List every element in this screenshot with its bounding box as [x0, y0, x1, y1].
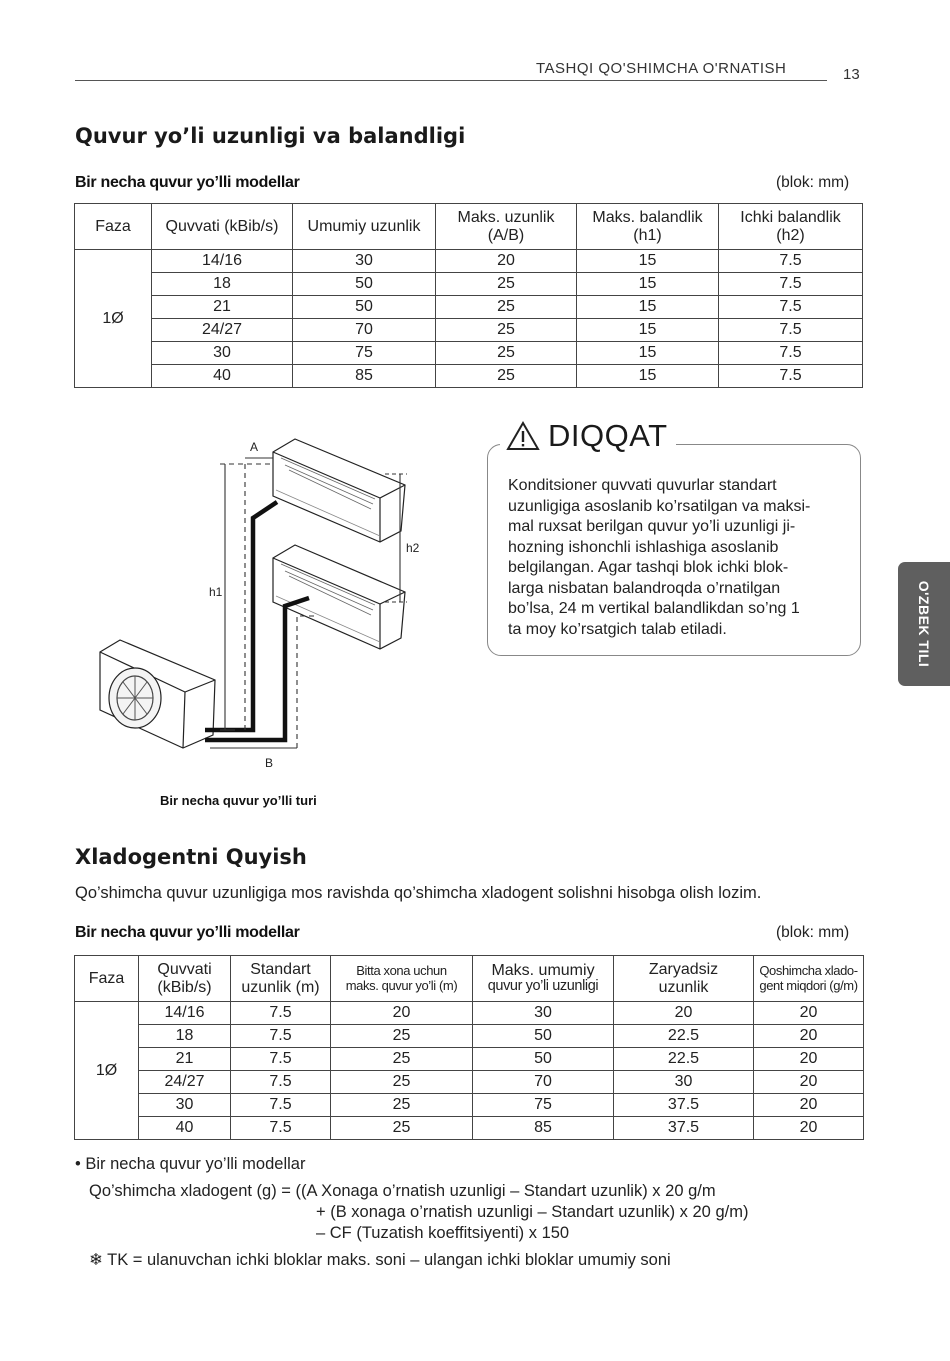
- table-cell: 20: [754, 1071, 864, 1094]
- table-cell: 7.5: [719, 342, 863, 365]
- bullet-item: • Bir necha quvur yo’lli modellar: [75, 1155, 306, 1173]
- table-cell: 25: [331, 1025, 473, 1048]
- table-cell: 20: [331, 1002, 473, 1025]
- table-cell: 25: [436, 319, 577, 342]
- table-cell: 22.5: [614, 1048, 754, 1071]
- table-cell: 14/16: [152, 250, 293, 273]
- diagram-caption: Bir necha quvur yo’lli turi: [160, 793, 317, 808]
- table-cell: 24/27: [139, 1071, 231, 1094]
- table-cell: 20: [614, 1002, 754, 1025]
- table-cell: 14/16: [139, 1002, 231, 1025]
- table-cell: 85: [473, 1117, 614, 1140]
- table-cell: 7.5: [231, 1117, 331, 1140]
- col-header: Standart uzunlik (m): [231, 956, 331, 1002]
- table-cell: 25: [436, 342, 577, 365]
- table1-unit: (blok: mm): [776, 174, 850, 191]
- col-header: Maks. balandlik (h1): [577, 204, 719, 250]
- table-cell: 7.5: [231, 1094, 331, 1117]
- faza-cell: 1Ø: [75, 250, 152, 388]
- page-number: 13: [843, 66, 860, 83]
- col-header: Faza: [75, 204, 152, 250]
- col-header: Quvvati (kBib/s): [152, 204, 293, 250]
- col-header: Maks. uzunlik (A/B): [436, 204, 577, 250]
- table-cell: 25: [436, 273, 577, 296]
- table-row: [75, 342, 863, 365]
- table-cell: 30: [473, 1002, 614, 1025]
- table-cell: 7.5: [719, 365, 863, 388]
- col-header: Bitta xona uchun maks. quvur yo’li (m): [331, 956, 473, 1002]
- table-row: [75, 1071, 864, 1094]
- table-cell: 30: [139, 1094, 231, 1117]
- pipe-length-table: [74, 203, 863, 388]
- table-cell: 18: [152, 273, 293, 296]
- table-cell: 85: [293, 365, 436, 388]
- table-row: [75, 1002, 864, 1025]
- table-header-row: [75, 204, 863, 250]
- caution-line: belgilangan. Agar tashqi blok ichki blok-: [508, 559, 789, 576]
- table-cell: 25: [331, 1048, 473, 1071]
- formula-line-1: Qo’shimcha xladogent (g) = ((A Xonaga o’rnatish uzunligi – Standart uzunlik) x 20 g/m: [89, 1182, 716, 1200]
- table-cell: 7.5: [231, 1002, 331, 1025]
- table-row: [75, 250, 863, 273]
- table-cell: 7.5: [231, 1048, 331, 1071]
- table-cell: 7.5: [719, 273, 863, 296]
- table2-subheading: Bir necha quvur yo’lli modellar: [75, 924, 300, 941]
- table-cell: 25: [331, 1071, 473, 1094]
- table-cell: 15: [577, 342, 719, 365]
- indoor-unit-upper: [273, 439, 405, 542]
- table-cell: 7.5: [719, 319, 863, 342]
- table-cell: 75: [473, 1094, 614, 1117]
- faza-cell: 1Ø: [75, 1002, 139, 1140]
- diagram-label-a: A: [250, 440, 259, 454]
- warning-triangle-icon: [506, 421, 540, 451]
- col-header: Qoshimcha xlado- gent miqdori (g/m): [754, 956, 864, 1002]
- indoor-unit-lower: [273, 545, 405, 649]
- col-header: Maks. umumiy quvur yo’li uzunligi: [473, 956, 614, 1002]
- installation-diagram: [95, 430, 425, 775]
- table-cell: 50: [473, 1048, 614, 1071]
- caution-line: ta moy ko’rsatgich talab etiladi.: [508, 620, 727, 638]
- table-cell: 30: [152, 342, 293, 365]
- table-cell: 7.5: [719, 296, 863, 319]
- caution-line: larga nisbatan balandroqda o’rnatilgan: [508, 579, 781, 597]
- table-cell: 15: [577, 250, 719, 273]
- table-cell: 21: [139, 1048, 231, 1071]
- col-header: Zaryadsiz uzunlik: [614, 956, 754, 1002]
- table-cell: 25: [436, 296, 577, 319]
- table-row: [75, 365, 863, 388]
- table-cell: 37.5: [614, 1117, 754, 1140]
- table-cell: 15: [577, 365, 719, 388]
- language-side-tab: [898, 562, 950, 686]
- table-cell: 37.5: [614, 1094, 754, 1117]
- footnote: ❄ TK = ulanuvchan ichki bloklar maks. soni – ulangan ichki bloklar umumiy soni: [89, 1251, 671, 1269]
- table-cell: 20: [754, 1025, 864, 1048]
- outdoor-unit: [100, 640, 215, 748]
- table-cell: 7.5: [231, 1025, 331, 1048]
- table-cell: 20: [754, 1002, 864, 1025]
- diagram-label-b: B: [265, 756, 274, 770]
- col-header: Umumiy uzunlik: [293, 204, 436, 250]
- caution-line: Konditsioner quvvati quvurlar standart: [508, 477, 777, 494]
- table-row: [75, 273, 863, 296]
- table-cell: 50: [473, 1025, 614, 1048]
- table-cell: 40: [139, 1117, 231, 1140]
- running-header-title: TASHQI QO'SHIMCHA O'RNATISH: [536, 60, 787, 77]
- table-cell: 40: [152, 365, 293, 388]
- table-cell: 15: [577, 319, 719, 342]
- caution-heading: [500, 418, 676, 454]
- table-row: [75, 1025, 864, 1048]
- table-cell: 7.5: [231, 1071, 331, 1094]
- diagram-label-h2: h2: [406, 541, 420, 555]
- table-cell: 18: [139, 1025, 231, 1048]
- table-cell: 70: [473, 1071, 614, 1094]
- table-cell: 50: [293, 273, 436, 296]
- table-cell: 15: [577, 296, 719, 319]
- table-cell: 25: [331, 1094, 473, 1117]
- caution-text: [508, 476, 850, 640]
- diagram-label-h1: h1: [209, 585, 223, 599]
- caution-line: hozning ishonchli ishlashiga asoslanib: [508, 538, 779, 556]
- col-header: Ichki balandlik (h2): [719, 204, 863, 250]
- table-cell: 21: [152, 296, 293, 319]
- table2-unit: (blok: mm): [776, 924, 850, 941]
- table-cell: 30: [614, 1071, 754, 1094]
- table-row: [75, 1048, 864, 1071]
- table-cell: 20: [754, 1048, 864, 1071]
- table-cell: 20: [754, 1094, 864, 1117]
- table-cell: 22.5: [614, 1025, 754, 1048]
- table-cell: 25: [331, 1117, 473, 1140]
- table-row: [75, 1117, 864, 1140]
- header-rule: [75, 80, 827, 81]
- table-cell: 75: [293, 342, 436, 365]
- col-header: Faza: [75, 956, 139, 1002]
- table-row: [75, 296, 863, 319]
- refrigerant-pipes: [205, 502, 309, 740]
- table1-subheading: Bir necha quvur yo’lli modellar: [75, 174, 300, 191]
- caution-line: uzunligiga asoslanib ko’rsatilgan va maksi-: [508, 497, 811, 515]
- table-cell: 25: [436, 365, 577, 388]
- formula-line-3: – CF (Tuzatish koeffitsiyenti) x 150: [316, 1224, 570, 1242]
- table-header-row: [75, 956, 864, 1002]
- table-row: [75, 319, 863, 342]
- table-cell: 20: [436, 250, 577, 273]
- table-cell: 30: [293, 250, 436, 273]
- language-tab-label: O'ZBEK TILI: [916, 580, 932, 668]
- section-title-refrigerant: Xladogentni Quyish: [75, 845, 307, 869]
- refrigerant-table: [74, 955, 864, 1140]
- table-cell: 7.5: [719, 250, 863, 273]
- table-cell: 15: [577, 273, 719, 296]
- refrigerant-intro: Qo’shimcha quvur uzunligiga mos ravishda qo’shimcha xladogent solishni hisobga olish lozim.: [75, 884, 762, 902]
- col-header: Quvvati (kBib/s): [139, 956, 231, 1002]
- table-cell: 50: [293, 296, 436, 319]
- caution-line: bo’lsa, 24 m vertikal balandlikdan so’ng 1: [508, 600, 800, 617]
- section-title-pipe-length: Quvur yo’li uzunligi va balandligi: [75, 124, 466, 148]
- caution-line: mal ruxsat berilgan quvur yo’li uzunligi ji-: [508, 518, 796, 535]
- formula-line-2: + (B xonaga o’rnatish uzunligi – Standart uzunlik) x 20 g/m): [316, 1203, 749, 1221]
- caution-title: DIQQAT: [548, 418, 668, 453]
- table-row: [75, 1094, 864, 1117]
- table-cell: 70: [293, 319, 436, 342]
- table-cell: 20: [754, 1117, 864, 1140]
- table-cell: 24/27: [152, 319, 293, 342]
